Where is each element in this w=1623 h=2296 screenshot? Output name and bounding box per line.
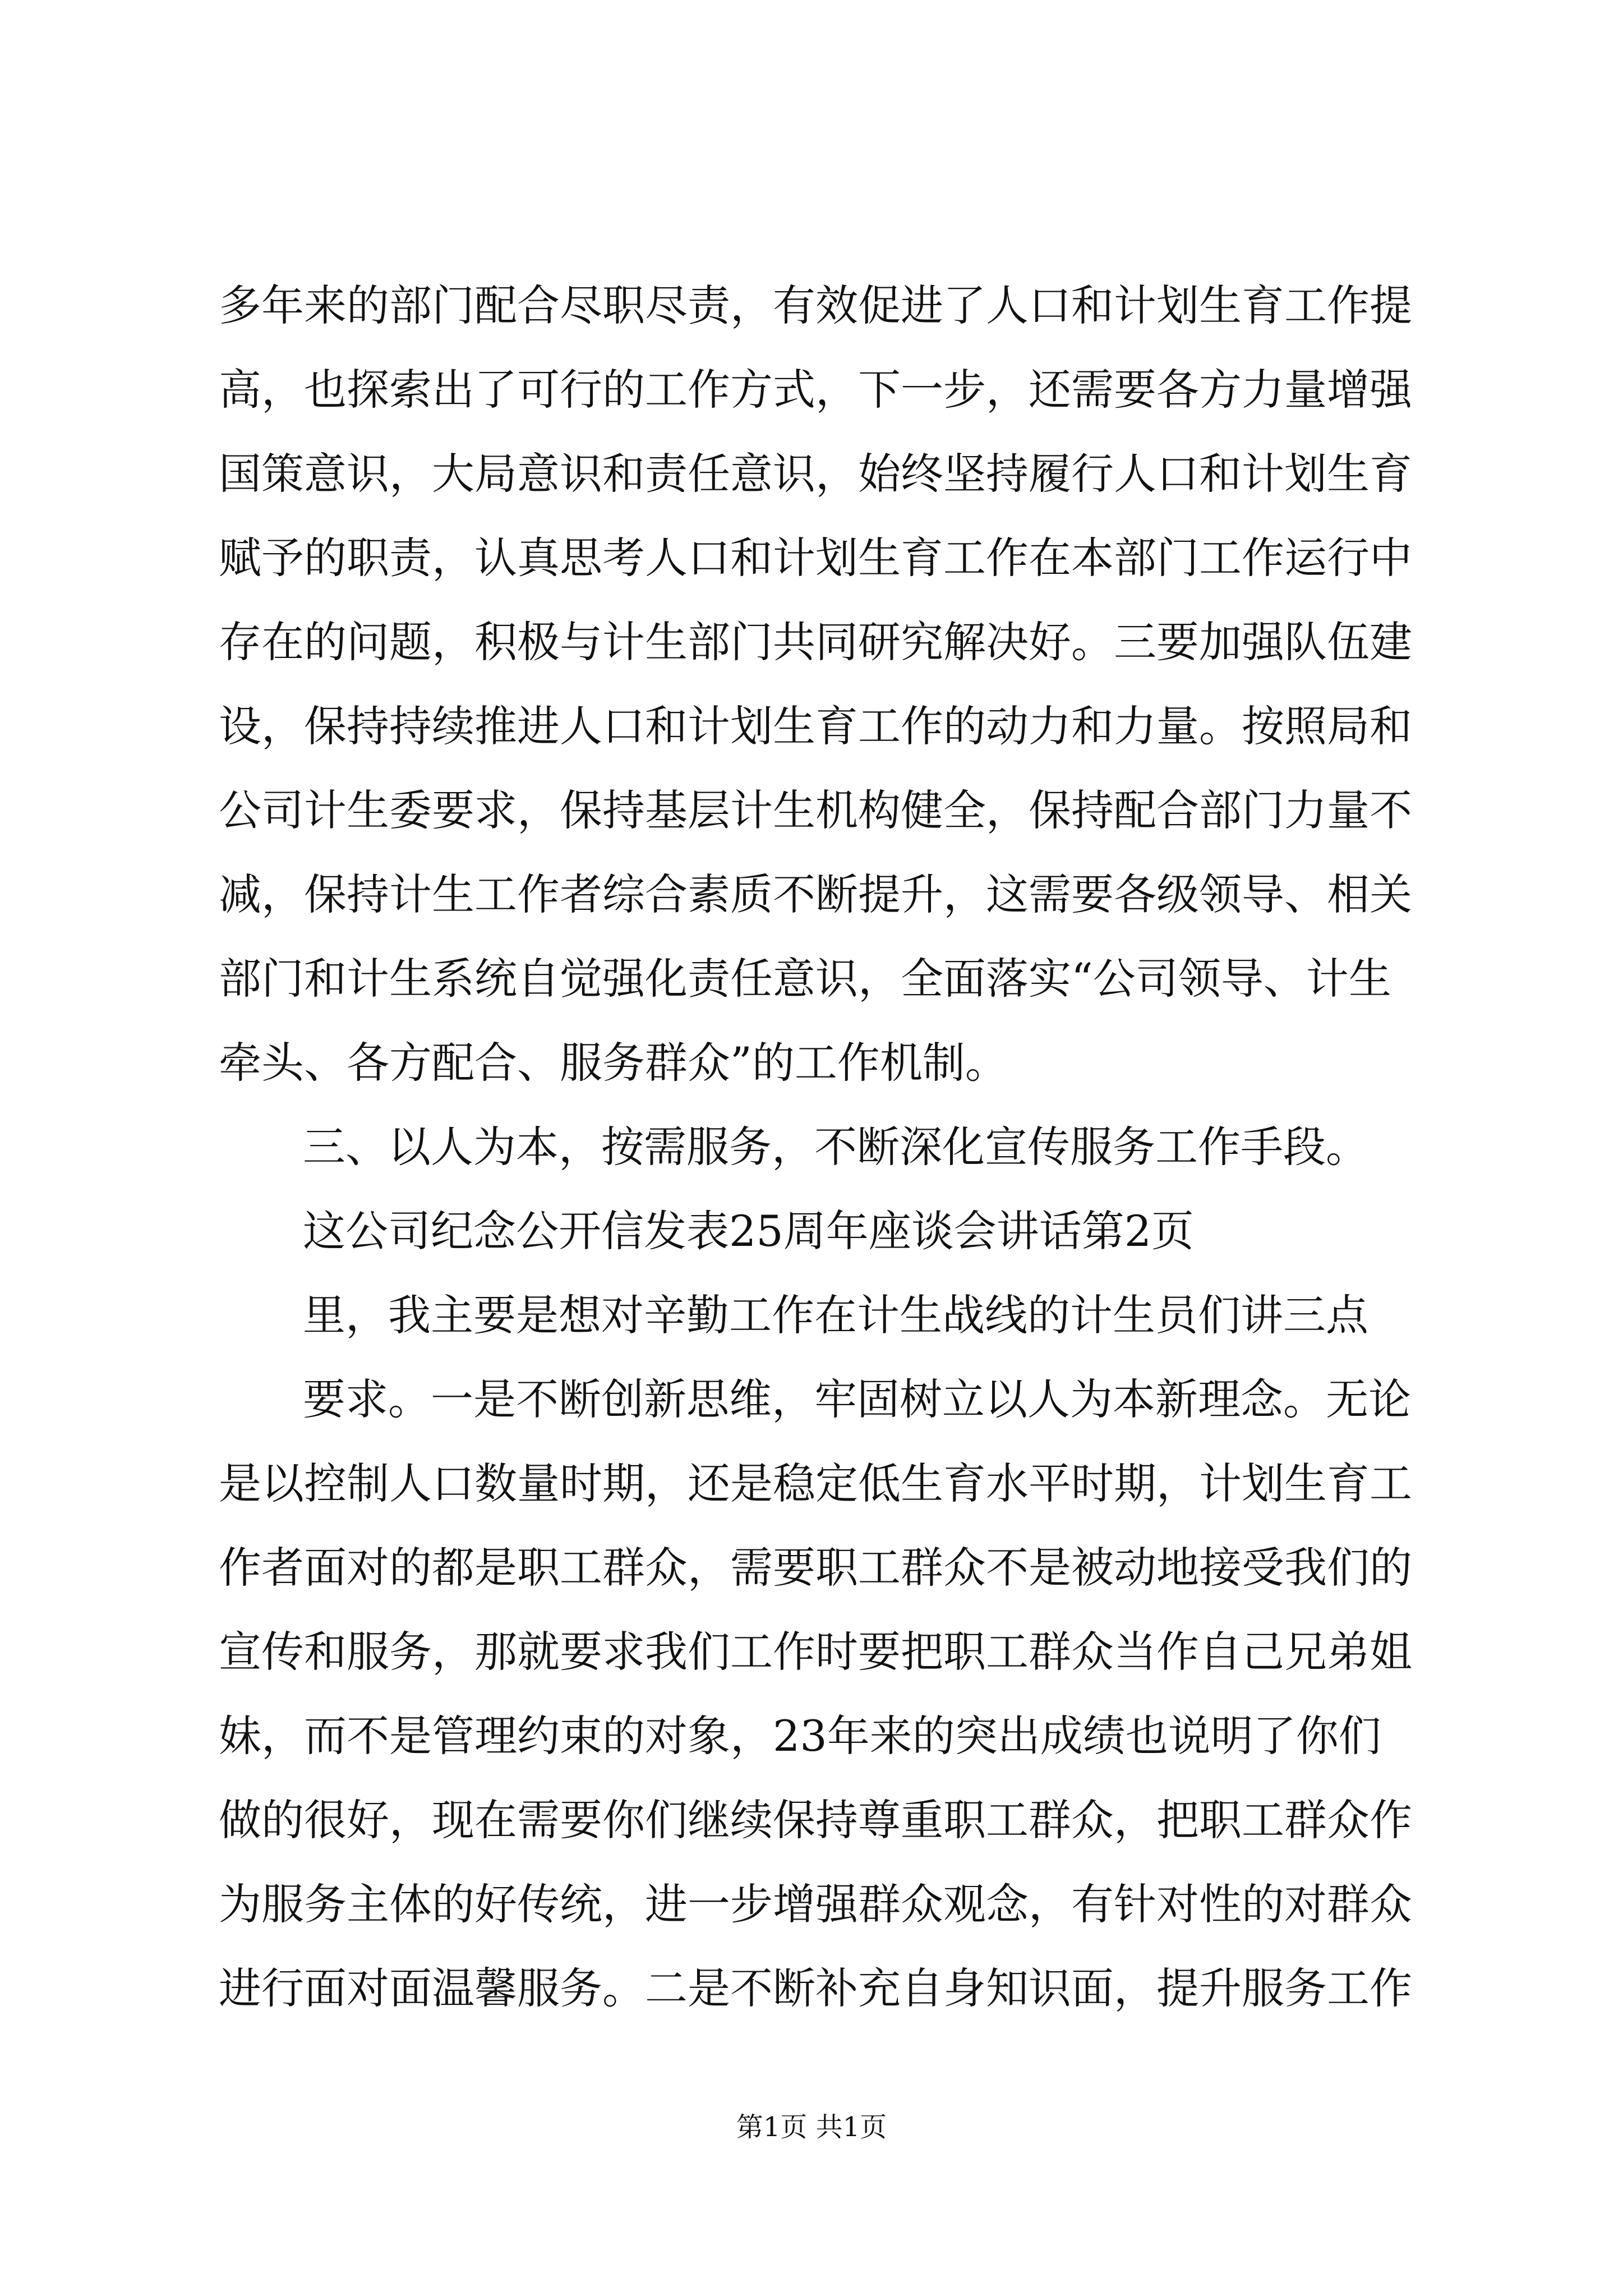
text-line: 赋予的职责，认真思考人口和计划生育工作在本部门工作运行中 xyxy=(219,533,1412,583)
section-heading: 三、以人为本，按需服务，不断深化宣传服务工作手段。 xyxy=(303,1122,1368,1172)
text-line: 是以控制人口数量时期，还是稳定低生育水平时期，计划生育工 xyxy=(219,1458,1412,1508)
text-line: 多年来的部门配合尽职尽责，有效促进了人口和计划生育工作提 xyxy=(219,280,1412,330)
text-line: 要求。一是不断创新思维，牢固树立以人为本新理念。无论 xyxy=(303,1374,1411,1424)
text-line: 做的很好，现在需要你们继续保持尊重职工群众，把职工群众作 xyxy=(219,1795,1412,1845)
text-line: 公司计生委要求，保持基层计生机构健全，保持配合部门力量不 xyxy=(219,785,1412,835)
text-line: 为服务主体的好传统，进一步增强群众观念，有针对性的对群众 xyxy=(219,1879,1412,1929)
text-line: 减，保持计生工作者综合素质不断提升，这需要各级领导、相关 xyxy=(219,869,1412,919)
text-line: 牵头、各方配合、服务群众”的工作机制。 xyxy=(219,1038,1008,1088)
document-body xyxy=(219,264,1419,2031)
title-line: 这公司纪念公开信发表25周年座谈会讲话第2页 xyxy=(303,1206,1195,1256)
text-line: 国策意识，大局意识和责任意识，始终坚持履行人口和计划生育 xyxy=(219,449,1412,499)
page-footer: 第1页 共1页 xyxy=(736,2111,887,2143)
text-line: 宣传和服务，那就要求我们工作时要把职工群众当作自己兄弟姐 xyxy=(219,1627,1412,1677)
text-line: 进行面对面温馨服务。二是不断补充自身知识面，提升服务工作 xyxy=(219,1963,1412,2013)
text-line: 设，保持持续推进人口和计划生育工作的动力和力量。按照局和 xyxy=(219,701,1412,751)
text-line: 里，我主要是想对辛勤工作在计生战线的计生员们讲三点 xyxy=(303,1290,1368,1340)
text-line: 妹，而不是管理约束的对象，23年来的突出成绩也说明了你们 xyxy=(219,1711,1381,1761)
text-line: 高，也探索出了可行的工作方式，下一步，还需要各方力量增强 xyxy=(219,365,1412,415)
text-line: 存在的问题，积极与计生部门共同研究解决好。三要加强队伍建 xyxy=(219,617,1412,667)
text-line: 部门和计生系统自觉强化责任意识，全面落实“公司领导、计生 xyxy=(219,954,1391,1004)
text-line: 作者面对的都是职工群众，需要职工群众不是被动地接受我们的 xyxy=(219,1543,1412,1593)
